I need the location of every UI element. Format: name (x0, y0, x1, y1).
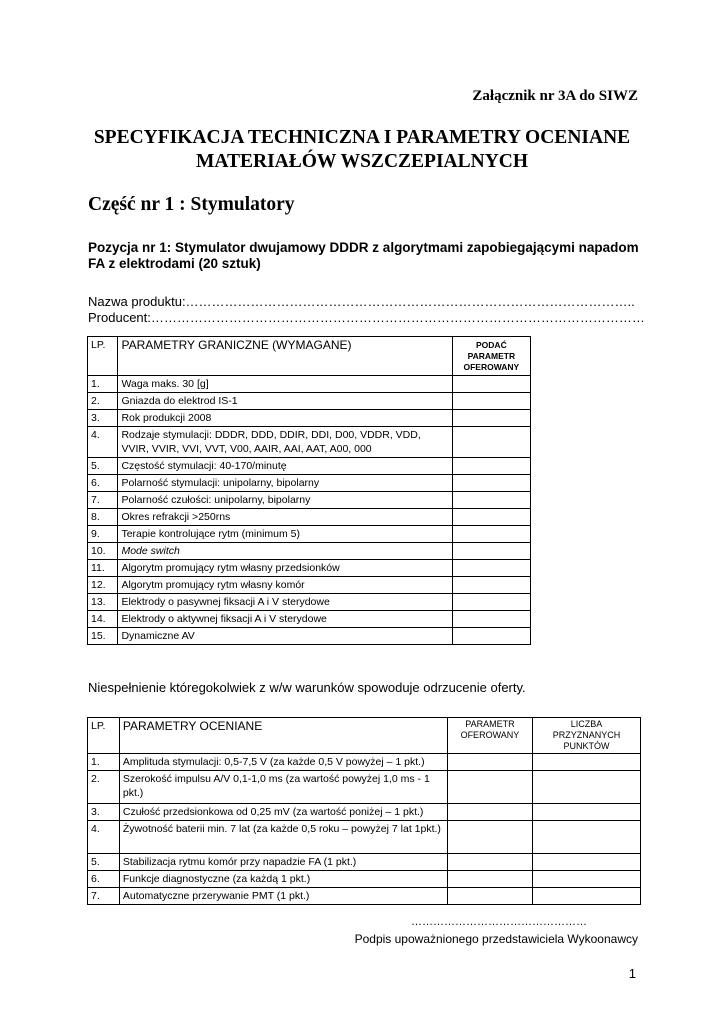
table-row (88, 376, 531, 393)
offered-cell[interactable] (452, 458, 530, 475)
table-header-row (88, 337, 531, 376)
table-row (88, 871, 641, 888)
header-parameters: PARAMETRY OCENIANE (119, 718, 447, 754)
required-parameters-table (87, 336, 531, 645)
row-param: Algorytm promujący rytm własny komór (118, 577, 452, 594)
offered-cell[interactable] (447, 888, 532, 905)
offered-cell[interactable] (452, 560, 530, 577)
row-param: Waga maks. 30 [g] (118, 376, 452, 393)
signature-label: Podpis upoważnionego przedstawiciela Wykoonawcy (354, 932, 638, 946)
table-row (88, 821, 641, 854)
table-row (88, 393, 531, 410)
table-row (88, 475, 531, 492)
points-cell[interactable] (533, 888, 641, 905)
row-param: Algorytm promujący rytm własny przedsionków (118, 560, 452, 577)
annex-label: Załącznik nr 3A do SIWZ (472, 88, 638, 104)
offered-cell[interactable] (452, 376, 530, 393)
points-cell[interactable] (533, 804, 641, 821)
table-row (88, 543, 531, 560)
row-param: Rok produkcji 2008 (118, 410, 452, 427)
row-param: Szerokość impulsu A/V 0,1-1,0 ms (za wartość powyżej 1,0 ms - 1 pkt.) (119, 771, 447, 804)
row-lp: 6. (88, 475, 118, 492)
row-lp: 14. (88, 611, 118, 628)
row-lp: 13. (88, 594, 118, 611)
row-param: Automatyczne przerywanie PMT (1 pkt.) (119, 888, 447, 905)
header-points: LICZBA PRZYZNANYCH PUNKTÓW (533, 718, 641, 754)
row-lp: 11. (88, 560, 118, 577)
table-row (88, 804, 641, 821)
row-param: Gniazda do elektrod IS-1 (118, 393, 452, 410)
row-lp: 7. (88, 492, 118, 509)
row-param: Amplituda stymulacji: 0,5-7,5 V (za każde 0,5 V powyżej – 1 pkt.) (119, 754, 447, 771)
row-param: Okres refrakcji >250rns (118, 509, 452, 526)
offered-cell[interactable] (447, 771, 532, 804)
row-param: Terapie kontrolujące rytm (minimum 5) (118, 526, 452, 543)
row-lp: 9. (88, 526, 118, 543)
header-offered: PARAMETR OFEROWANY (447, 718, 532, 754)
table-row (88, 492, 531, 509)
position-heading: Pozycja nr 1: Stymulator dwujamowy DDDR z algorytmami zapobiegającymi napadom FA z elektrodami (20 sztuk) (88, 240, 639, 271)
points-cell[interactable] (533, 771, 641, 804)
offered-cell[interactable] (447, 871, 532, 888)
page-number: 1 (628, 966, 636, 981)
points-cell[interactable] (533, 854, 641, 871)
offered-cell[interactable] (452, 594, 530, 611)
header-lp: LP. (88, 718, 120, 754)
producer-field: Producent:…………………………………………………………………………………………………… (88, 310, 645, 325)
row-param: Polarność stymulacji: unipolarny, bipolarny (118, 475, 452, 492)
product-name-field: Nazwa produktu:………………………………………………………………………………………….. (88, 294, 635, 309)
offered-cell[interactable] (447, 754, 532, 771)
rejection-note: Niespełnienie któregokolwiek z w/w warunków spowoduje odrzucenie oferty. (88, 680, 526, 695)
header-parameters: PARAMETRY GRANICZNE (WYMAGANE) (118, 337, 452, 376)
row-param: Funkcje diagnostyczne (za każdą 1 pkt.) (119, 871, 447, 888)
row-param: Rodzaje stymulacji: DDDR, DDD, DDIR, DDI, D00, VDDR, VDD, VVIR, VVIR, VVI, VVT, V00, AAIR, AAI, AAT, A00, 000 (118, 427, 452, 458)
offered-cell[interactable] (452, 543, 530, 560)
offered-cell[interactable] (452, 526, 530, 543)
row-lp: 1. (88, 754, 120, 771)
table-row (88, 628, 531, 645)
row-param: Mode switch (118, 543, 452, 560)
title-line-2: MATERIAŁÓW WSZCZEPIALNYCH (195, 151, 529, 172)
table-row (88, 577, 531, 594)
row-param: Częstość stymulacji: 40-170/minutę (118, 458, 452, 475)
row-lp: 10. (88, 543, 118, 560)
row-lp: 3. (88, 804, 120, 821)
table-header-row (88, 718, 641, 754)
evaluated-parameters-table (87, 717, 641, 905)
points-cell[interactable] (533, 821, 641, 854)
signature-line: ………………………………………… (411, 916, 587, 928)
offered-cell[interactable] (452, 509, 530, 526)
table-row (88, 771, 641, 804)
row-param: Polarność czułości: unipolarny, bipolarny (118, 492, 452, 509)
row-param: Czułość przedsionkowa od 0,25 mV (za wartość poniżej – 1 pkt.) (119, 804, 447, 821)
row-lp: 15. (88, 628, 118, 645)
offered-cell[interactable] (452, 410, 530, 427)
table-row (88, 560, 531, 577)
title-line-1: SPECYFIKACJA TECHNICZNA I PARAMETRY OCENIANE (93, 127, 631, 148)
product-info (88, 294, 645, 326)
table-row (88, 427, 531, 458)
offered-cell[interactable] (452, 611, 530, 628)
row-lp: 4. (88, 821, 120, 854)
table-row (88, 888, 641, 905)
row-lp: 2. (88, 771, 120, 804)
row-lp: 4. (88, 427, 118, 458)
offered-cell[interactable] (452, 393, 530, 410)
offered-cell[interactable] (452, 492, 530, 509)
table-row (88, 754, 641, 771)
row-lp: 7. (88, 888, 120, 905)
table-row (88, 509, 531, 526)
row-lp: 3. (88, 410, 118, 427)
table-row (88, 410, 531, 427)
row-lp: 5. (88, 854, 120, 871)
offered-cell[interactable] (447, 804, 532, 821)
row-lp: 1. (88, 376, 118, 393)
header-lp: LP. (88, 337, 118, 376)
row-lp: 5. (88, 458, 118, 475)
row-param: Żywotność baterii min. 7 lat (za każde 0,5 roku – powyżej 7 lat 1pkt.) (119, 821, 447, 854)
offered-cell[interactable] (452, 577, 530, 594)
table-row (88, 458, 531, 475)
table-row (88, 854, 641, 871)
row-lp: 6. (88, 871, 120, 888)
header-offered: PODAĆ PARAMETR OFEROWANY (452, 337, 530, 376)
offered-cell[interactable] (452, 427, 530, 458)
offered-cell[interactable] (452, 628, 530, 645)
table-row (88, 611, 531, 628)
row-param: Elektrody o aktywnej fiksacji A i V sterydowe (118, 611, 452, 628)
table-row (88, 526, 531, 543)
row-param: Stabilizacja rytmu komór przy napadzie FA (1 pkt.) (119, 854, 447, 871)
row-lp: 2. (88, 393, 118, 410)
points-cell[interactable] (533, 754, 641, 771)
offered-cell[interactable] (447, 821, 532, 854)
row-param: Dynamiczne AV (118, 628, 452, 645)
row-lp: 8. (88, 509, 118, 526)
table-row (88, 594, 531, 611)
part-heading: Część nr 1 : Stymulatory (88, 194, 295, 215)
points-cell[interactable] (533, 871, 641, 888)
row-param: Elektrody o pasywnej fiksacji A i V sterydowe (118, 594, 452, 611)
page-title (0, 126, 724, 174)
row-lp: 12. (88, 577, 118, 594)
offered-cell[interactable] (447, 854, 532, 871)
offered-cell[interactable] (452, 475, 530, 492)
